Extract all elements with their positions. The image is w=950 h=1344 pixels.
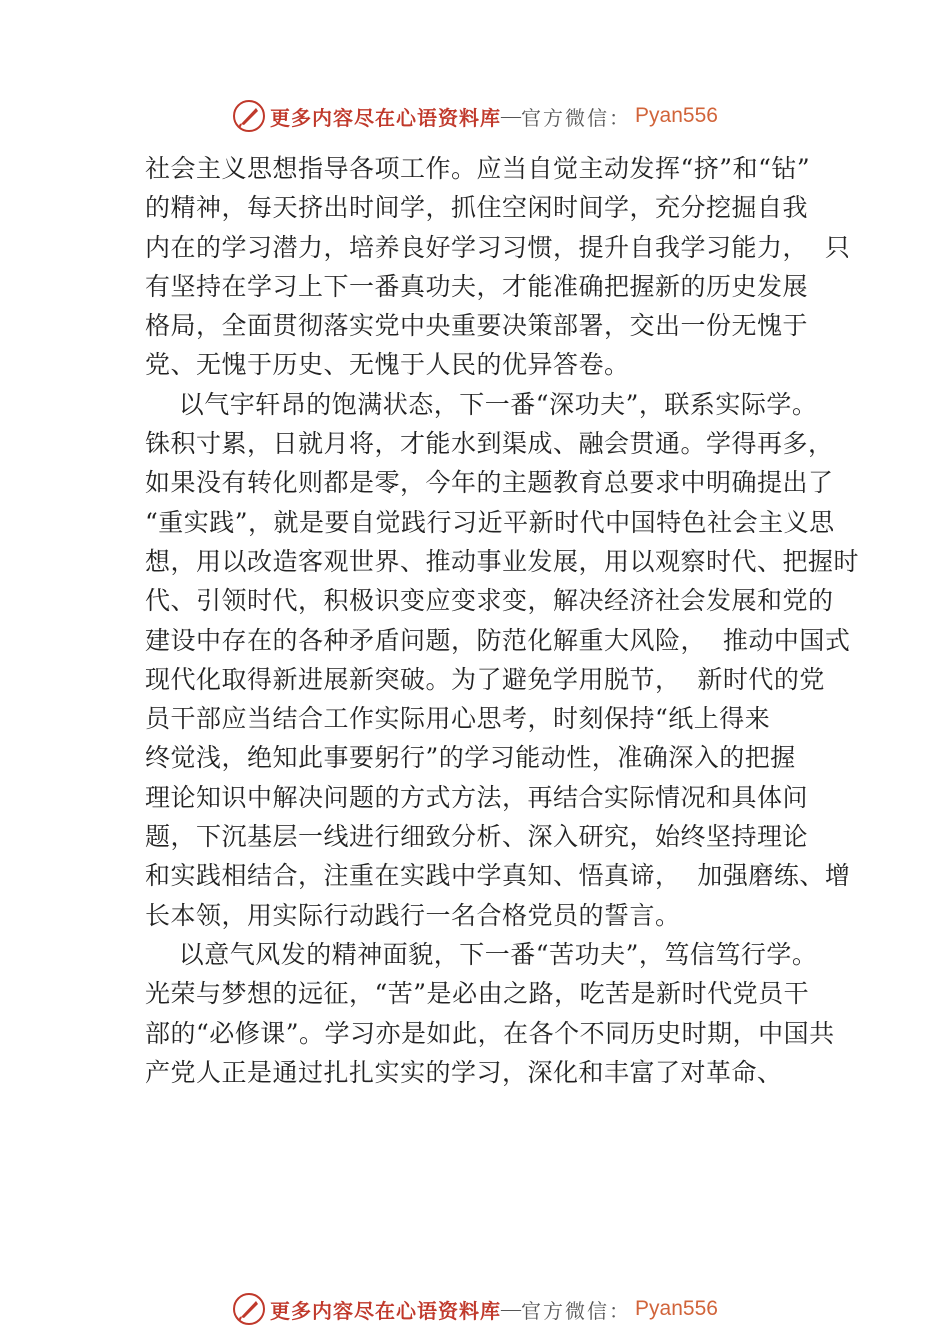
body-line: 有坚持在学习上下一番真功夫，才能准确把握新的历史发展 [145, 271, 809, 301]
body-line: 产党人正是通过扎扎实实的学习，深化和丰富了对革命、 [145, 1057, 783, 1087]
footer-brand: 更多内容尽在心语资料库 [270, 1298, 502, 1323]
body-line: “重实践”，就是要自觉践行习近平新时代中国特色社会主义思 [145, 507, 835, 537]
body-line: 的精神，每天挤出时间学，抓住空闲时间学，充分挖掘自我 [145, 193, 809, 223]
document-body [145, 149, 860, 1092]
body-line: 格局，全面贯彻落实党中央重要决策部署，交出一份无愧于 [145, 311, 809, 341]
body-line: 以意气风发的精神面貌，下一番“苦功夫”，笃信笃行学。 [145, 939, 818, 969]
body-line: 长本领，用实际行动践行一名合格党员的誓言。 [145, 900, 681, 930]
header-banner [0, 94, 950, 138]
header-wechat-label: 官方微信： [521, 105, 632, 130]
body-line: 和实践相结合，注重在实践中学真知、悟真谛， 加强磨练、增 [145, 861, 851, 891]
body-line: 现代化取得新进展新突破。为了避免学用脱节， 新时代的党 [145, 664, 825, 694]
body-line: 内在的学习潜力，培养良好学习习惯，提升自我学习能力， 只 [145, 232, 851, 262]
body-line: 社会主义思想指导各项工作。应当自觉主动发挥“挤”和“钻” [145, 154, 811, 183]
header-brand: 更多内容尽在心语资料库 [270, 105, 502, 130]
footer-banner [0, 1287, 950, 1331]
quill-logo-icon [232, 99, 266, 133]
footer-wechat-id: Pyan556 [635, 1297, 718, 1320]
body-line: 以气宇轩昂的饱满状态，下一番“深功夫”，联系实际学。 [145, 389, 818, 419]
body-line: 代、引领时代，积极识变应变求变，解决经济社会发展和党的 [145, 586, 834, 616]
header-dash: — [501, 104, 522, 127]
body-line: 终觉浅，绝知此事要躬行”的学习能动性，准确深入的把握 [145, 743, 796, 773]
footer-wechat-label: 官方微信： [521, 1298, 632, 1323]
body-line: 部的“必修课”。学习亦是如此，在各个不同历史时期，中国共 [145, 1018, 835, 1048]
body-line: 光荣与梦想的远征，“苦”是必由之路，吃苦是新时代党员干 [145, 979, 810, 1009]
body-line: 党、无愧于历史、无愧于人民的优异答卷。 [145, 350, 630, 380]
body-line: 建设中存在的各种矛盾问题，防范化解重大风险， 推动中国式 [145, 625, 851, 655]
body-line: 想，用以改造客观世界、推动事业发展，用以观察时代、把握时 [145, 546, 860, 576]
header-wechat-id: Pyan556 [635, 104, 718, 127]
body-line: 铢积寸累，日就月将，才能水到渠成、融会贯通。学得再多， [145, 429, 834, 459]
quill-logo-icon [232, 1292, 266, 1326]
body-line: 题，下沉基层一线进行细致分析、深入研究，始终坚持理论 [145, 822, 809, 852]
body-line: 员干部应当结合工作实际用心思考，时刻保持“纸上得来 [145, 704, 771, 734]
body-line: 理论知识中解决问题的方式方法，再结合实际情况和具体问 [145, 782, 809, 812]
footer-dash: — [501, 1297, 522, 1320]
body-line: 如果没有转化则都是零，今年的主题教育总要求中明确提出了 [145, 468, 834, 498]
